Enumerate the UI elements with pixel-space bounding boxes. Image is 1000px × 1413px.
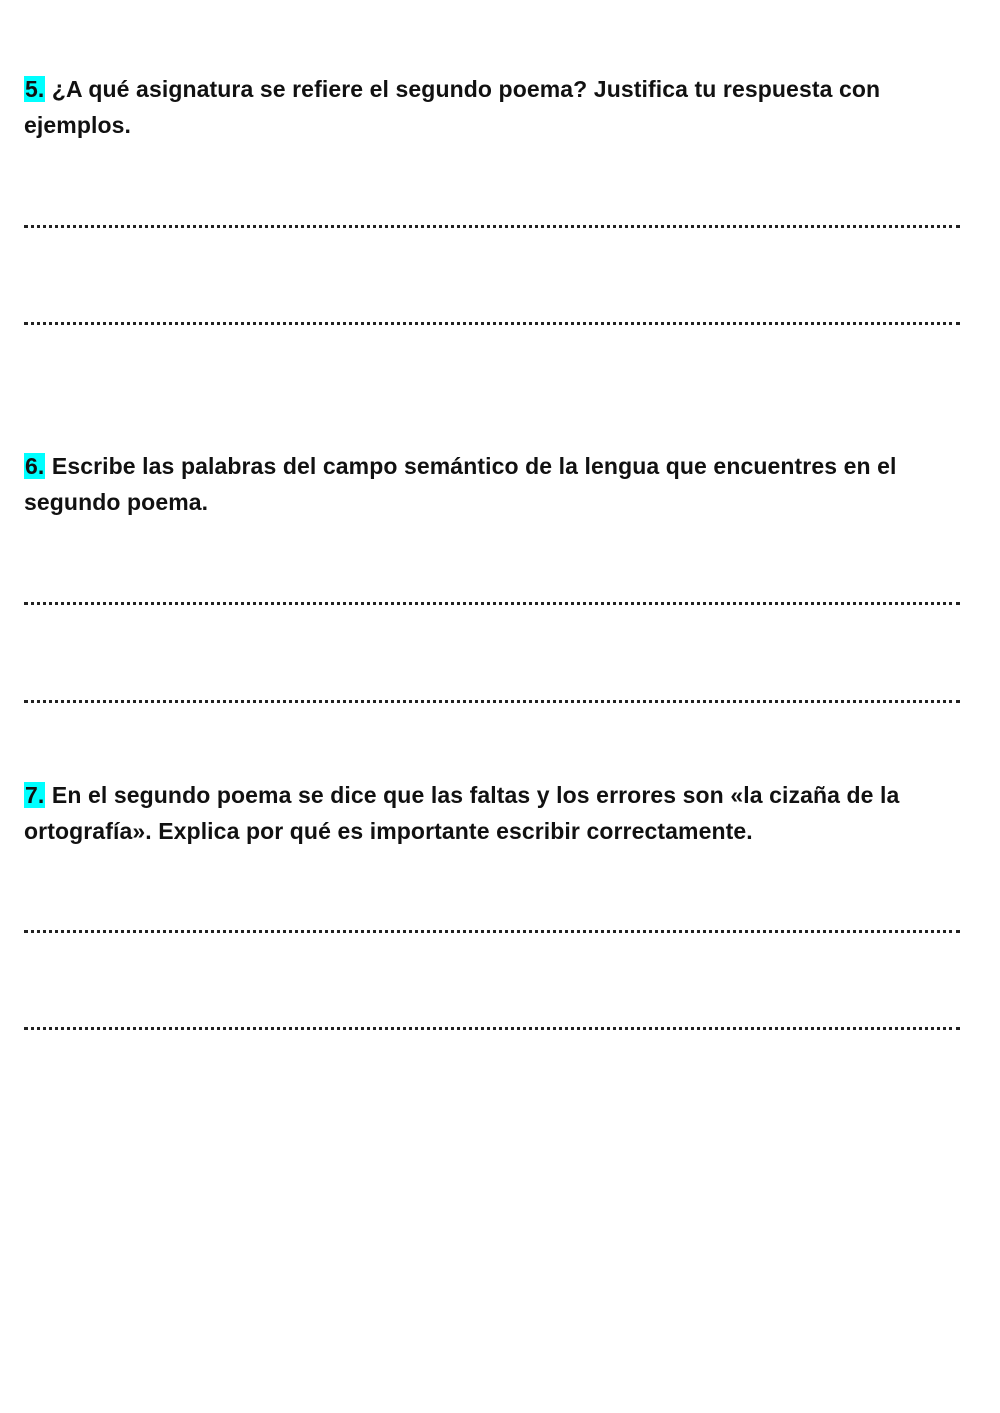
- answer-line[interactable]: [24, 1027, 960, 1030]
- question-number: 6.: [25, 453, 45, 479]
- question-7: [24, 777, 924, 849]
- question-5: [24, 71, 924, 143]
- answer-line[interactable]: [24, 700, 960, 703]
- answer-line[interactable]: [24, 322, 960, 325]
- question-text: En el segundo poema se dice que las faltas y los errores son «la cizaña de la ortografía». Explica por qué es importante escribir correctamente.: [24, 782, 900, 844]
- answer-line[interactable]: [24, 602, 960, 605]
- answer-line[interactable]: [24, 225, 960, 228]
- question-number: 5.: [25, 76, 45, 102]
- question-6: [24, 448, 924, 520]
- question-text: Escribe las palabras del campo semántico de la lengua que encuentres en el segundo poema.: [24, 453, 897, 515]
- answer-line[interactable]: [24, 930, 960, 933]
- question-text: ¿A qué asignatura se refiere el segundo poema? Justifica tu respuesta con ejemplos.: [24, 76, 881, 138]
- question-number: 7.: [25, 782, 45, 808]
